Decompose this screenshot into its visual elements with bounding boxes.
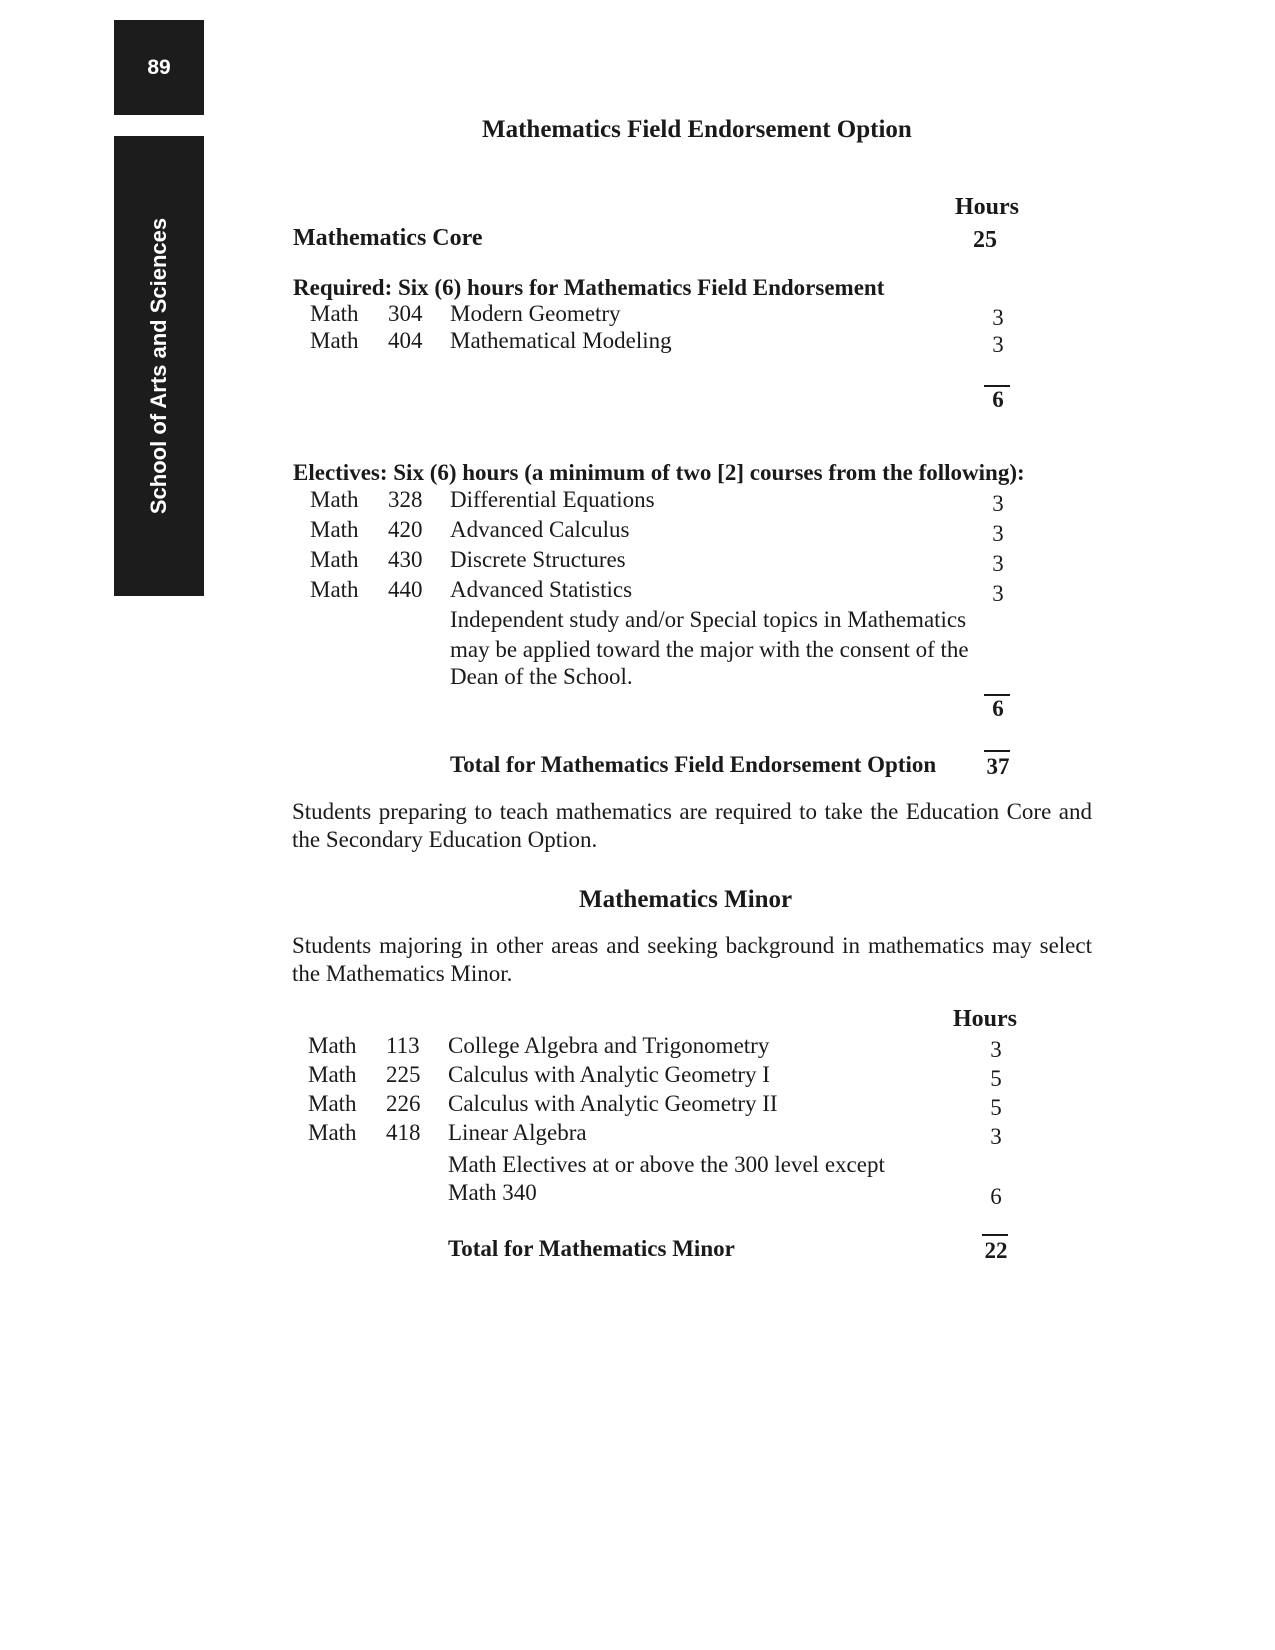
course-hours: 3 xyxy=(992,491,1004,516)
endorsement-total-label: Total for Mathematics Field Endorsement Option xyxy=(450,752,937,777)
minor-electives-note-line: Math 340 xyxy=(448,1180,537,1205)
course-number: 418 xyxy=(386,1120,421,1145)
course-name: Calculus with Analytic Geometry I xyxy=(448,1062,770,1087)
course-number: 404 xyxy=(388,328,423,353)
endorsement-title: Mathematics Field Endorsement Option xyxy=(482,116,912,143)
course-row xyxy=(310,301,1010,331)
course-name: Advanced Statistics xyxy=(450,577,633,602)
total-rule xyxy=(984,750,1010,752)
course-number: 304 xyxy=(388,301,423,326)
core-hours: 25 xyxy=(973,227,997,253)
course-subject: Math xyxy=(308,1120,357,1145)
electives-heading: Electives: Six (6) hours (a minimum of two [2] courses from the following): xyxy=(293,460,1025,485)
course-hours: 3 xyxy=(992,551,1004,576)
course-subject: Math xyxy=(308,1062,357,1087)
course-subject: Math xyxy=(308,1033,357,1058)
course-hours: 3 xyxy=(992,332,1004,357)
course-row xyxy=(310,577,1010,607)
course-number: 440 xyxy=(388,577,423,602)
course-name: Differential Equations xyxy=(450,487,655,512)
course-number: 226 xyxy=(386,1091,421,1116)
course-name: Discrete Structures xyxy=(450,547,626,572)
course-name: Modern Geometry xyxy=(450,301,621,326)
course-name: Linear Algebra xyxy=(448,1120,587,1145)
course-name: Advanced Calculus xyxy=(450,517,630,542)
course-subject: Math xyxy=(310,487,359,512)
course-subject: Math xyxy=(310,328,359,353)
course-row xyxy=(308,1091,1008,1121)
section-label: School of Arts and Sciences xyxy=(146,217,171,515)
course-subject: Math xyxy=(308,1091,357,1116)
course-subject: Math xyxy=(310,547,359,572)
course-hours: 3 xyxy=(990,1124,1002,1149)
minor-electives-hours: 6 xyxy=(990,1184,1002,1209)
course-subject: Math xyxy=(310,577,359,602)
course-row xyxy=(310,328,1010,358)
course-number: 328 xyxy=(388,487,423,512)
course-name: Mathematical Modeling xyxy=(450,328,672,353)
page-number: 89 xyxy=(147,55,171,79)
minor-title: Mathematics Minor xyxy=(579,886,793,913)
minor-intro: Students majoring in other areas and seeking background in mathematics may select the Mathematics Minor. xyxy=(292,933,1092,986)
course-subject: Math xyxy=(310,517,359,542)
endorsement-hours-header: Hours xyxy=(955,194,1020,220)
course-subject: Math xyxy=(310,301,359,326)
minor-hours-header: Hours xyxy=(953,1006,1018,1032)
course-name: Calculus with Analytic Geometry II xyxy=(448,1091,778,1116)
course-row xyxy=(308,1120,1008,1150)
course-number: 420 xyxy=(388,517,423,542)
course-hours: 3 xyxy=(992,521,1004,546)
course-number: 430 xyxy=(388,547,423,572)
course-hours: 3 xyxy=(992,581,1004,606)
course-hours: 3 xyxy=(992,305,1004,330)
course-row xyxy=(308,1033,1008,1063)
course-row xyxy=(308,1062,1008,1092)
minor-total-hours: 22 xyxy=(984,1238,1008,1263)
total-rule xyxy=(982,1234,1008,1236)
elective-note-line: may be applied toward the major with the consent of the xyxy=(450,637,969,662)
section-tab xyxy=(114,136,204,596)
course-number: 113 xyxy=(386,1033,420,1058)
endorsement-total-hours: 37 xyxy=(986,754,1010,779)
course-hours: 5 xyxy=(990,1095,1002,1120)
course-row xyxy=(310,547,1010,577)
course-row xyxy=(310,487,1010,517)
course-hours: 5 xyxy=(990,1066,1002,1091)
teaching-note: Students preparing to teach mathematics are required to take the Education Core and the Secondary Education Option. xyxy=(292,799,1092,852)
minor-total-label: Total for Mathematics Minor xyxy=(448,1236,735,1261)
electives-subtotal: 6 xyxy=(992,696,1004,721)
minor-electives-note-line: Math Electives at or above the 300 level except xyxy=(448,1152,885,1177)
elective-note-line: Dean of the School. xyxy=(450,664,633,689)
required-subtotal: 6 xyxy=(992,387,1004,412)
required-heading: Required: Six (6) hours for Mathematics Field Endorsement xyxy=(293,275,885,300)
core-label: Mathematics Core xyxy=(293,225,483,251)
course-number: 225 xyxy=(386,1062,421,1087)
page-number-tab xyxy=(114,20,204,115)
course-row xyxy=(310,517,1010,547)
course-hours: 3 xyxy=(990,1037,1002,1062)
elective-note-line: Independent study and/or Special topics in Mathematics xyxy=(450,607,967,632)
course-name: College Algebra and Trigonometry xyxy=(448,1033,770,1058)
